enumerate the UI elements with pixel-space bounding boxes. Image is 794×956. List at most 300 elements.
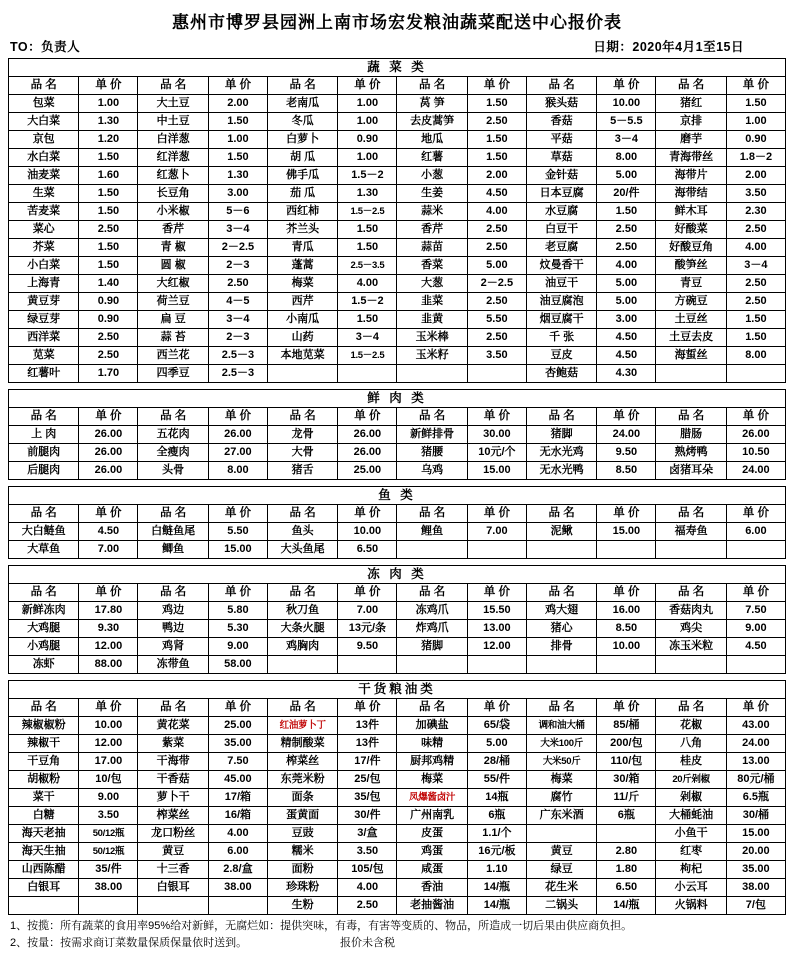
item-name: 腐竹 [526, 789, 596, 807]
item-name: 紫菜 [138, 735, 208, 753]
item-name: 平菇 [526, 131, 596, 149]
item-price: 10/包 [79, 771, 138, 789]
item-price: 14瓶 [467, 789, 526, 807]
table-row [9, 329, 786, 347]
item-price [467, 365, 526, 383]
item-name: 大骨 [267, 444, 337, 462]
item-price: 7.50 [208, 753, 267, 771]
table-row [9, 879, 786, 897]
table-row [9, 275, 786, 293]
item-price: 2.50 [208, 275, 267, 293]
item-name [656, 541, 726, 559]
item-price: 24.00 [597, 426, 656, 444]
footer-line-2a: 2、按量：按需求商订菜数量保质保量依时送到。 [10, 937, 248, 949]
item-price: 2.50 [467, 239, 526, 257]
item-price: 5.00 [467, 257, 526, 275]
item-name: 包菜 [9, 95, 79, 113]
item-price: 26.00 [726, 426, 785, 444]
item-price: 7.00 [467, 523, 526, 541]
item-name: 小云耳 [656, 879, 726, 897]
item-name: 无水光鸭 [526, 462, 596, 480]
item-price: 1.50 [726, 329, 785, 347]
item-price: 1.50 [208, 113, 267, 131]
item-name: 圆 椒 [138, 257, 208, 275]
item-price: 9.30 [79, 620, 138, 638]
item-price: 8.00 [208, 462, 267, 480]
footer-line-1: 1、按揽：所有蔬菜的食用率95%给对新鲜，无腐烂如：提供突味，有毒，有害等变质的、物品，所造成一切后果由供应商负担。 [10, 920, 633, 932]
item-price: 24.00 [726, 462, 785, 480]
item-name: 冻虾 [9, 656, 79, 674]
item-name: 老南瓜 [267, 95, 337, 113]
column-header-name: 品 名 [397, 505, 467, 523]
column-header-name: 品 名 [397, 584, 467, 602]
item-price: 1.50 [79, 257, 138, 275]
item-name: 大草鱼 [9, 541, 79, 559]
footer-line-2b: 报价未含税 [340, 937, 395, 949]
item-name: 生姜 [397, 185, 467, 203]
column-header-name: 品 名 [267, 408, 337, 426]
item-name: 萝卜干 [138, 789, 208, 807]
item-name: 油豆腐泡 [526, 293, 596, 311]
item-price: 38.00 [79, 879, 138, 897]
table-row [9, 167, 786, 185]
item-name: 黄豆 [526, 843, 596, 861]
table-row [9, 807, 786, 825]
table-row [9, 444, 786, 462]
item-price: 5.00 [467, 735, 526, 753]
item-name: 水豆腐 [526, 203, 596, 221]
item-name: 白糖 [9, 807, 79, 825]
column-header-name: 品 名 [526, 584, 596, 602]
item-name: 大红椒 [138, 275, 208, 293]
item-name: 大土豆 [138, 95, 208, 113]
item-price: 1.50 [208, 149, 267, 167]
table-row [9, 771, 786, 789]
item-name: 广东米酒 [526, 807, 596, 825]
column-header-name: 品 名 [526, 505, 596, 523]
item-price: 16/箱 [208, 807, 267, 825]
item-name: 小白菜 [9, 257, 79, 275]
item-price: 2.50 [79, 221, 138, 239]
item-price: 12.00 [79, 638, 138, 656]
item-price [726, 656, 785, 674]
item-name: 龙口粉丝 [138, 825, 208, 843]
item-price: 9.00 [79, 789, 138, 807]
item-price: 1.00 [79, 95, 138, 113]
column-header-price: 单 价 [208, 408, 267, 426]
item-price: 2.50 [726, 293, 785, 311]
item-price: 1.00 [338, 113, 397, 131]
column-header-price: 单 价 [467, 408, 526, 426]
table-row [9, 620, 786, 638]
item-price [726, 365, 785, 383]
table-row [9, 541, 786, 559]
item-price: 7.00 [338, 602, 397, 620]
item-price: 5.00 [597, 167, 656, 185]
table-row [9, 293, 786, 311]
item-name: 京排 [656, 113, 726, 131]
item-name: 冻带鱼 [138, 656, 208, 674]
item-name: 大白鲢鱼 [9, 523, 79, 541]
column-header-price: 单 价 [726, 408, 785, 426]
table-row [9, 897, 786, 915]
item-price: 1.50 [467, 131, 526, 149]
item-name: 香菜 [397, 257, 467, 275]
item-name: 香菇 [526, 113, 596, 131]
item-name: 地瓜 [397, 131, 467, 149]
item-price: 10.00 [338, 523, 397, 541]
item-name: 白豆干 [526, 221, 596, 239]
item-price: 1.50 [467, 149, 526, 167]
item-price: 9.00 [208, 638, 267, 656]
item-price: 15.00 [597, 523, 656, 541]
item-price [597, 541, 656, 559]
item-price: 27.00 [208, 444, 267, 462]
item-name: 西红柿 [267, 203, 337, 221]
item-name: 剁椒 [656, 789, 726, 807]
item-price: 26.00 [208, 426, 267, 444]
item-name [397, 541, 467, 559]
item-name: 凤爆酱卤汁 [397, 789, 467, 807]
item-price: 1.00 [208, 131, 267, 149]
item-price [208, 897, 267, 915]
section-title-row [9, 566, 786, 584]
item-name: 西芹 [267, 293, 337, 311]
item-name: 京包 [9, 131, 79, 149]
column-header-price: 单 价 [467, 505, 526, 523]
item-price: 10.50 [726, 444, 785, 462]
section-title: 冻 肉 类 [9, 566, 786, 584]
item-price: 3－4 [726, 257, 785, 275]
section-title: 干货粮油类 [9, 681, 786, 699]
column-header-name: 品 名 [138, 408, 208, 426]
item-name: 熟烤鸭 [656, 444, 726, 462]
item-name: 山药 [267, 329, 337, 347]
column-header-name: 品 名 [397, 699, 467, 717]
table-row [9, 185, 786, 203]
table-row [9, 221, 786, 239]
item-name [267, 656, 337, 674]
item-price: 4.00 [338, 275, 397, 293]
item-price: 2.5－3.5 [338, 257, 397, 275]
item-price: 85/桶 [597, 717, 656, 735]
column-header-name: 品 名 [656, 584, 726, 602]
item-name: 冻玉米粒 [656, 638, 726, 656]
item-price: 26.00 [338, 426, 397, 444]
item-name: 黄豆芽 [9, 293, 79, 311]
item-price: 45.00 [208, 771, 267, 789]
item-name: 红油萝卜丁 [267, 717, 337, 735]
item-name: 秋刀鱼 [267, 602, 337, 620]
item-price: 10.00 [79, 717, 138, 735]
item-price: 2.50 [467, 221, 526, 239]
section-title: 鲜 肉 类 [9, 390, 786, 408]
item-name: 乌鸡 [397, 462, 467, 480]
table-row [9, 656, 786, 674]
column-header-name: 品 名 [138, 584, 208, 602]
item-price: 13.00 [467, 620, 526, 638]
item-price: 8.50 [597, 620, 656, 638]
item-price: 9.00 [726, 620, 785, 638]
item-price: 12.00 [79, 735, 138, 753]
item-price: 2－3 [208, 257, 267, 275]
column-header-price: 单 价 [79, 505, 138, 523]
item-name: 油豆干 [526, 275, 596, 293]
item-price: 11/斤 [597, 789, 656, 807]
item-price: 3.00 [597, 311, 656, 329]
item-name: 海天老抽 [9, 825, 79, 843]
item-name: 梅菜 [397, 771, 467, 789]
item-name: 面粉 [267, 861, 337, 879]
item-name: 白银耳 [138, 879, 208, 897]
column-header-price: 单 价 [597, 584, 656, 602]
item-name: 东莞米粉 [267, 771, 337, 789]
item-price: 6.00 [726, 523, 785, 541]
item-price: 2.50 [79, 347, 138, 365]
item-price: 4－5 [208, 293, 267, 311]
item-name: 大白菜 [9, 113, 79, 131]
column-header-name: 品 名 [267, 505, 337, 523]
item-name: 枸杞 [656, 861, 726, 879]
item-name: 鸡边 [138, 602, 208, 620]
item-price: 25.00 [208, 717, 267, 735]
item-price: 3－4 [208, 311, 267, 329]
item-name: 前腿肉 [9, 444, 79, 462]
item-name: 青豆 [656, 275, 726, 293]
column-header-price: 单 价 [467, 584, 526, 602]
item-name: 后腿肉 [9, 462, 79, 480]
item-name: 梅菜 [526, 771, 596, 789]
section-table-dry-goods [8, 680, 786, 915]
item-name: 新鲜排骨 [397, 426, 467, 444]
item-price: 200/包 [597, 735, 656, 753]
item-name: 好酸豆角 [656, 239, 726, 257]
item-name: 精制酸菜 [267, 735, 337, 753]
column-header-price: 单 价 [597, 408, 656, 426]
item-name: 西洋菜 [9, 329, 79, 347]
item-name: 加碘盐 [397, 717, 467, 735]
item-name: 干香菇 [138, 771, 208, 789]
column-header-name: 品 名 [656, 77, 726, 95]
item-price: 2－2.5 [208, 239, 267, 257]
item-price: 15.00 [726, 825, 785, 843]
item-price: 2.50 [726, 275, 785, 293]
item-name [9, 897, 79, 915]
item-price: 1.00 [726, 113, 785, 131]
item-price: 30.00 [467, 426, 526, 444]
item-price: 5－5.5 [597, 113, 656, 131]
item-price: 65/袋 [467, 717, 526, 735]
item-price: 9.50 [338, 638, 397, 656]
item-price: 26.00 [79, 426, 138, 444]
column-header-price: 单 价 [338, 505, 397, 523]
item-name: 大葱 [397, 275, 467, 293]
item-name: 大米50斤 [526, 753, 596, 771]
section-title-row [9, 390, 786, 408]
item-name: 厨邦鸡精 [397, 753, 467, 771]
item-price: 1.50 [467, 95, 526, 113]
footer-line-2 [10, 935, 784, 952]
section-table-frozen-meat [8, 565, 786, 674]
item-price: 14/瓶 [467, 897, 526, 915]
item-price: 1.30 [338, 185, 397, 203]
item-price [467, 541, 526, 559]
item-price: 20.00 [726, 843, 785, 861]
item-price: 3.50 [338, 843, 397, 861]
table-row [9, 825, 786, 843]
item-price: 58.00 [208, 656, 267, 674]
item-name: 榨菜丝 [138, 807, 208, 825]
item-name: 胡 瓜 [267, 149, 337, 167]
item-price: 2.50 [726, 221, 785, 239]
item-price [338, 365, 397, 383]
table-row [9, 638, 786, 656]
item-name: 菜干 [9, 789, 79, 807]
item-name: 猴头菇 [526, 95, 596, 113]
item-name: 十三香 [138, 861, 208, 879]
column-header-name: 品 名 [267, 584, 337, 602]
item-price: 17/箱 [208, 789, 267, 807]
item-name: 日本豆腐 [526, 185, 596, 203]
item-name: 调和油大桶 [526, 717, 596, 735]
item-price: 2.00 [208, 95, 267, 113]
item-name: 花生米 [526, 879, 596, 897]
item-name: 小鸡腿 [9, 638, 79, 656]
item-name: 黄豆 [138, 843, 208, 861]
item-price: 17/件 [338, 753, 397, 771]
item-name: 方碗豆 [656, 293, 726, 311]
item-price: 2.8/盒 [208, 861, 267, 879]
item-price [467, 656, 526, 674]
item-name: 鲤鱼 [397, 523, 467, 541]
item-price: 17.00 [79, 753, 138, 771]
column-header-price: 单 价 [79, 699, 138, 717]
item-price: 5.00 [597, 293, 656, 311]
section-title-row [9, 59, 786, 77]
column-header-price: 单 价 [597, 699, 656, 717]
column-header-name: 品 名 [526, 699, 596, 717]
item-name: 荷兰豆 [138, 293, 208, 311]
item-price: 26.00 [79, 462, 138, 480]
column-header-name: 品 名 [9, 699, 79, 717]
table-row [9, 462, 786, 480]
item-price: 1.50 [726, 311, 785, 329]
item-price: 5.50 [208, 523, 267, 541]
item-name: 八角 [656, 735, 726, 753]
item-price: 10.00 [597, 95, 656, 113]
item-price: 0.90 [79, 311, 138, 329]
item-price: 5.00 [597, 275, 656, 293]
item-price: 1.50 [79, 149, 138, 167]
item-name: 蒜 苔 [138, 329, 208, 347]
item-price [338, 656, 397, 674]
item-price: 2.50 [338, 897, 397, 915]
item-name: 本地苋菜 [267, 347, 337, 365]
item-name: 绿豆 [526, 861, 596, 879]
item-name: 绿豆芽 [9, 311, 79, 329]
item-name: 无水光鸡 [526, 444, 596, 462]
table-row [9, 365, 786, 383]
item-name: 苦麦菜 [9, 203, 79, 221]
column-header-price: 单 价 [79, 408, 138, 426]
table-row [9, 426, 786, 444]
item-price [726, 541, 785, 559]
table-row [9, 239, 786, 257]
item-price: 1.50 [79, 239, 138, 257]
column-header-price: 单 价 [467, 77, 526, 95]
column-header-name: 品 名 [9, 408, 79, 426]
column-header-price: 单 价 [726, 505, 785, 523]
item-price: 1.5－2.5 [338, 347, 397, 365]
item-price: 3－4 [338, 329, 397, 347]
item-name: 苋菜 [9, 347, 79, 365]
item-name: 草菇 [526, 149, 596, 167]
table-row [9, 113, 786, 131]
item-name: 玉米籽 [397, 347, 467, 365]
section-table-fish [8, 486, 786, 559]
item-price: 1.60 [79, 167, 138, 185]
column-header-name: 品 名 [397, 77, 467, 95]
item-name [656, 365, 726, 383]
item-name: 老豆腐 [526, 239, 596, 257]
item-name: 海天生抽 [9, 843, 79, 861]
item-price: 2.00 [467, 167, 526, 185]
table-row [9, 861, 786, 879]
item-name: 鸡胸肉 [267, 638, 337, 656]
column-header-name: 品 名 [9, 505, 79, 523]
item-price: 8.50 [597, 462, 656, 480]
item-name: 扁 豆 [138, 311, 208, 329]
item-price: 8.00 [597, 149, 656, 167]
item-name [138, 897, 208, 915]
item-name: 海带结 [656, 185, 726, 203]
item-name: 新鲜冻肉 [9, 602, 79, 620]
item-price: 4.00 [338, 879, 397, 897]
item-price: 2.50 [467, 293, 526, 311]
item-name: 土豆丝 [656, 311, 726, 329]
item-name: 去皮蒿笋 [397, 113, 467, 131]
item-price: 30/箱 [597, 771, 656, 789]
section-title-row [9, 487, 786, 505]
item-name: 黄花菜 [138, 717, 208, 735]
meta-row [8, 37, 786, 58]
item-price: 14/瓶 [597, 897, 656, 915]
item-price: 2.5－3 [208, 365, 267, 383]
item-name: 玉米棒 [397, 329, 467, 347]
item-price: 28/桶 [467, 753, 526, 771]
item-price: 3.50 [467, 347, 526, 365]
item-name: 辣椒椒粉 [9, 717, 79, 735]
item-name: 广州南乳 [397, 807, 467, 825]
item-price [597, 656, 656, 674]
item-name: 中土豆 [138, 113, 208, 131]
item-name [267, 365, 337, 383]
item-name: 蒜苗 [397, 239, 467, 257]
item-name: 菜心 [9, 221, 79, 239]
item-price: 9.50 [597, 444, 656, 462]
item-price: 1.50 [597, 203, 656, 221]
item-price: 4.50 [79, 523, 138, 541]
item-price: 3.00 [208, 185, 267, 203]
item-name: 猪脚 [397, 638, 467, 656]
item-name: 猪红 [656, 95, 726, 113]
item-price: 25/包 [338, 771, 397, 789]
item-price: 4.50 [597, 347, 656, 365]
item-price: 1.50 [338, 239, 397, 257]
item-price: 1.1/个 [467, 825, 526, 843]
item-price: 16.00 [597, 602, 656, 620]
table-row [9, 203, 786, 221]
